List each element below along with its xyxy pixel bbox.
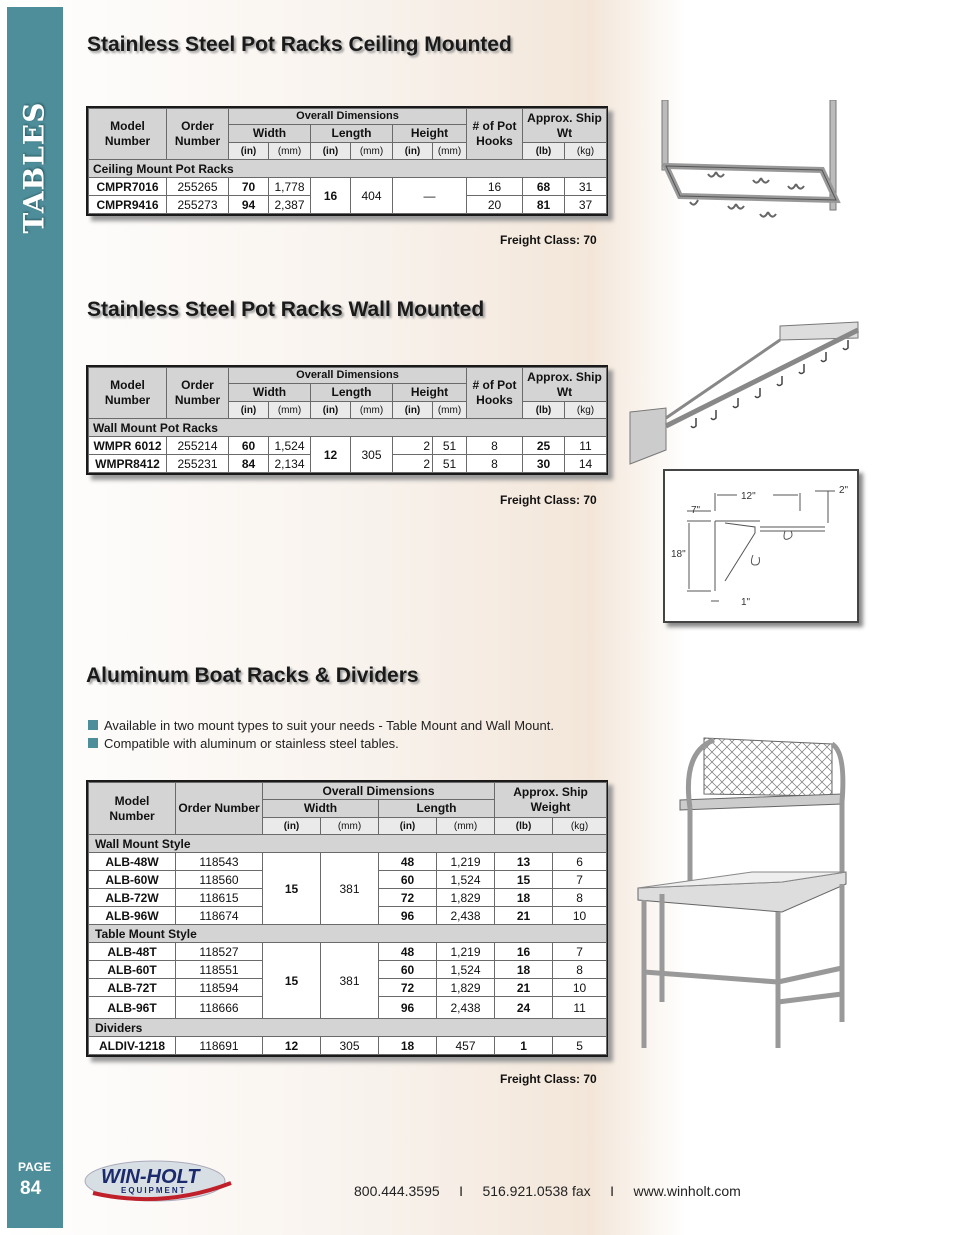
cell-model: ALB-60T bbox=[89, 961, 176, 979]
cell-kg: 10 bbox=[553, 907, 607, 925]
table-row bbox=[89, 943, 607, 961]
cell-lb: 13 bbox=[495, 853, 553, 871]
cell-width-mm: 1,524 bbox=[269, 437, 311, 455]
boat-rack-table bbox=[86, 780, 608, 1057]
cell-width-mm: 1,778 bbox=[269, 178, 311, 196]
cell-lb: 24 bbox=[495, 997, 553, 1019]
cell-length-mm: 1,524 bbox=[437, 961, 495, 979]
cell-length-mm: 2,438 bbox=[437, 907, 495, 925]
unit-mm: (mm) bbox=[351, 143, 393, 160]
section-title-boat-racks: Aluminum Boat Racks & Dividers bbox=[86, 664, 419, 687]
col-hooks: # of Pot Hooks bbox=[467, 109, 523, 160]
unit-mm: (mm) bbox=[269, 143, 311, 160]
logo-text: WIN-HOLT bbox=[101, 1166, 200, 1188]
cell-kg: 11 bbox=[565, 437, 607, 455]
cell-model: ALB-48W bbox=[89, 853, 176, 871]
win-holt-logo bbox=[83, 1153, 233, 1205]
bullet-icon bbox=[88, 738, 98, 748]
unit-in: (in) bbox=[229, 402, 269, 419]
unit-mm: (mm) bbox=[269, 402, 311, 419]
cell-width-in: 84 bbox=[229, 455, 269, 473]
cell-order: 118560 bbox=[176, 871, 263, 889]
page-label: PAGE bbox=[18, 1160, 52, 1174]
group-label: Wall Mount Style bbox=[89, 835, 607, 853]
ceiling-pot-rack-image bbox=[636, 100, 856, 230]
cell-model: WMPR 6012 bbox=[89, 437, 167, 455]
diagram-label-left-side: 18" bbox=[671, 549, 686, 560]
section-title-wall: Stainless Steel Pot Racks Wall Mounted bbox=[87, 298, 485, 321]
group-label: Ceiling Mount Pot Racks bbox=[89, 160, 607, 178]
cell-hooks: 20 bbox=[467, 196, 523, 214]
cell-hooks: 8 bbox=[467, 455, 523, 473]
table-row bbox=[89, 437, 607, 455]
cell-order: 118551 bbox=[176, 961, 263, 979]
col-weight: Approx. Ship Weight bbox=[495, 783, 607, 818]
cell-width-mm: 2,387 bbox=[269, 196, 311, 214]
cell-width-in: 60 bbox=[229, 437, 269, 455]
cell-order: 118666 bbox=[176, 997, 263, 1019]
freight-class: Freight Class: 70 bbox=[500, 493, 597, 507]
cell-length-mm: 404 bbox=[351, 178, 393, 214]
cell-kg: 31 bbox=[565, 178, 607, 196]
cell-length-in: 96 bbox=[379, 907, 437, 925]
cell-kg: 5 bbox=[553, 1037, 607, 1055]
cell-length-in: 72 bbox=[379, 889, 437, 907]
cell-kg: 6 bbox=[553, 853, 607, 871]
col-overall: Overall Dimensions bbox=[229, 368, 467, 384]
col-model: Model Number bbox=[89, 783, 176, 835]
cell-kg: 14 bbox=[565, 455, 607, 473]
cell-order: 255214 bbox=[167, 437, 229, 455]
unit-lb: (lb) bbox=[523, 402, 565, 419]
col-overall: Overall Dimensions bbox=[229, 109, 467, 125]
diagram-label-left-top: 7" bbox=[691, 505, 701, 516]
cell-kg: 10 bbox=[553, 979, 607, 997]
unit-kg: (kg) bbox=[553, 818, 607, 835]
unit-in: (in) bbox=[379, 818, 437, 835]
cell-length-in: 18 bbox=[379, 1037, 437, 1055]
page-number: 84 bbox=[20, 1178, 42, 1199]
cell-lb: 1 bbox=[495, 1037, 553, 1055]
cell-order: 255265 bbox=[167, 178, 229, 196]
cell-hooks: 16 bbox=[467, 178, 523, 196]
ceiling-table bbox=[86, 106, 608, 216]
col-length: Length bbox=[311, 125, 393, 143]
unit-kg: (kg) bbox=[565, 402, 607, 419]
cell-kg: 7 bbox=[553, 871, 607, 889]
section-title-ceiling: Stainless Steel Pot Racks Ceiling Mounted bbox=[87, 33, 512, 56]
col-width: Width bbox=[263, 800, 379, 818]
unit-mm: (mm) bbox=[321, 818, 379, 835]
unit-in: (in) bbox=[311, 402, 351, 419]
cell-model: ALB-48T bbox=[89, 943, 176, 961]
cell-width-mm: 381 bbox=[321, 853, 379, 925]
col-model: Model Number bbox=[89, 109, 167, 160]
cell-length-in: 60 bbox=[379, 961, 437, 979]
cell-length-mm: 457 bbox=[437, 1037, 495, 1055]
cell-width-mm: 381 bbox=[321, 943, 379, 1019]
cell-model: ALB-60W bbox=[89, 871, 176, 889]
col-width: Width bbox=[229, 384, 311, 402]
cell-height-mm: 51 bbox=[433, 455, 467, 473]
cell-kg: 7 bbox=[553, 943, 607, 961]
logo-subtext: EQUIPMENT bbox=[121, 1186, 187, 1195]
cell-width-in: 70 bbox=[229, 178, 269, 196]
cell-lb: 21 bbox=[495, 979, 553, 997]
cell-length-in: 48 bbox=[379, 943, 437, 961]
cell-length-mm: 1,219 bbox=[437, 853, 495, 871]
cell-width-in: 15 bbox=[263, 853, 321, 925]
group-label: Table Mount Style bbox=[89, 925, 607, 943]
cell-height-mm: 51 bbox=[433, 437, 467, 455]
cell-lb: 25 bbox=[523, 437, 565, 455]
footer-fax: 516.921.0538 fax bbox=[482, 1183, 591, 1199]
cell-model: ALDIV-1218 bbox=[89, 1037, 176, 1055]
list-item: Available in two mount types to suit your needs - Table Mount and Wall Mount. bbox=[88, 716, 554, 734]
unit-lb: (lb) bbox=[495, 818, 553, 835]
unit-in: (in) bbox=[311, 143, 351, 160]
table-row bbox=[89, 1037, 607, 1055]
cell-order: 118674 bbox=[176, 907, 263, 925]
cell-length-mm: 1,524 bbox=[437, 871, 495, 889]
cell-order: 118594 bbox=[176, 979, 263, 997]
cell-lb: 18 bbox=[495, 889, 553, 907]
cell-kg: 8 bbox=[553, 961, 607, 979]
bullet-icon bbox=[88, 720, 98, 730]
cell-length-in: 96 bbox=[379, 997, 437, 1019]
col-length: Length bbox=[311, 384, 393, 402]
cell-width-in: 94 bbox=[229, 196, 269, 214]
unit-mm: (mm) bbox=[433, 143, 467, 160]
footer-website[interactable]: www.winholt.com bbox=[633, 1183, 741, 1199]
col-overall: Overall Dimensions bbox=[263, 783, 495, 800]
cell-length-mm: 305 bbox=[351, 437, 393, 473]
cell-lb: 15 bbox=[495, 871, 553, 889]
col-height: Height bbox=[393, 125, 467, 143]
footer-separator: I bbox=[459, 1183, 463, 1199]
wall-rack-dimension-diagram bbox=[663, 469, 859, 623]
freight-class: Freight Class: 70 bbox=[500, 1072, 597, 1086]
col-hooks: # of Pot Hooks bbox=[467, 368, 523, 419]
cell-lb: 21 bbox=[495, 907, 553, 925]
cell-length-mm: 1,829 bbox=[437, 889, 495, 907]
unit-in: (in) bbox=[229, 143, 269, 160]
cell-order: 118543 bbox=[176, 853, 263, 871]
cell-kg: 37 bbox=[565, 196, 607, 214]
cell-model: CMPR9416 bbox=[89, 196, 167, 214]
col-weight: Approx. Ship Wt bbox=[523, 109, 607, 143]
unit-mm: (mm) bbox=[437, 818, 495, 835]
unit-in: (in) bbox=[393, 402, 433, 419]
cell-height-in: 2 bbox=[393, 437, 433, 455]
unit-lb: (lb) bbox=[523, 143, 565, 160]
col-weight: Approx. Ship Wt bbox=[523, 368, 607, 402]
cell-model: ALB-96T bbox=[89, 997, 176, 1019]
cell-lb: 68 bbox=[523, 178, 565, 196]
cell-order: 118527 bbox=[176, 943, 263, 961]
unit-mm: (mm) bbox=[433, 402, 467, 419]
cell-model: ALB-96W bbox=[89, 907, 176, 925]
cell-length-in: 48 bbox=[379, 853, 437, 871]
feature-list bbox=[88, 716, 554, 752]
cell-order: 255231 bbox=[167, 455, 229, 473]
col-height: Height bbox=[393, 384, 467, 402]
cell-order: 118691 bbox=[176, 1037, 263, 1055]
col-order: Order Number bbox=[167, 368, 229, 419]
cell-order: 118615 bbox=[176, 889, 263, 907]
cell-lb: 30 bbox=[523, 455, 565, 473]
cell-length-mm: 1,219 bbox=[437, 943, 495, 961]
footer-contact bbox=[354, 1183, 741, 1199]
cell-model: WMPR8412 bbox=[89, 455, 167, 473]
cell-kg: 8 bbox=[553, 889, 607, 907]
cell-model: ALB-72T bbox=[89, 979, 176, 997]
cell-lb: 16 bbox=[495, 943, 553, 961]
freight-class: Freight Class: 70 bbox=[500, 233, 597, 247]
sidebar-title: TABLES bbox=[17, 101, 51, 233]
cell-length-in: 12 bbox=[311, 437, 351, 473]
cell-length-in: 60 bbox=[379, 871, 437, 889]
group-label: Dividers bbox=[89, 1019, 607, 1037]
cell-height: — bbox=[393, 178, 467, 214]
unit-kg: (kg) bbox=[565, 143, 607, 160]
col-width: Width bbox=[229, 125, 311, 143]
cell-width-in: 12 bbox=[263, 1037, 321, 1055]
list-item: Compatible with aluminum or stainless steel tables. bbox=[88, 734, 554, 752]
cell-lb: 81 bbox=[523, 196, 565, 214]
col-model: Model Number bbox=[89, 368, 167, 419]
cell-lb: 18 bbox=[495, 961, 553, 979]
cell-kg: 11 bbox=[553, 997, 607, 1019]
diagram-label-bottom: 1" bbox=[741, 597, 751, 608]
cell-height-in: 2 bbox=[393, 455, 433, 473]
diagram-label-top: 12" bbox=[741, 491, 756, 502]
col-order: Order Number bbox=[176, 783, 263, 835]
unit-in: (in) bbox=[393, 143, 433, 160]
wall-pot-rack-image bbox=[626, 318, 862, 468]
col-order: Order Number bbox=[167, 109, 229, 160]
cell-width-mm: 305 bbox=[321, 1037, 379, 1055]
cell-hooks: 8 bbox=[467, 437, 523, 455]
diagram-label-right: 2" bbox=[839, 485, 849, 496]
footer-phone: 800.444.3595 bbox=[354, 1183, 440, 1199]
footer-separator: I bbox=[610, 1183, 614, 1199]
unit-in: (in) bbox=[263, 818, 321, 835]
cell-length-in: 16 bbox=[311, 178, 351, 214]
cell-model: CMPR7016 bbox=[89, 178, 167, 196]
boat-rack-table-image bbox=[632, 732, 850, 1058]
cell-length-mm: 2,438 bbox=[437, 997, 495, 1019]
cell-model: ALB-72W bbox=[89, 889, 176, 907]
unit-mm: (mm) bbox=[351, 402, 393, 419]
cell-order: 255273 bbox=[167, 196, 229, 214]
cell-width-in: 15 bbox=[263, 943, 321, 1019]
cell-length-in: 72 bbox=[379, 979, 437, 997]
table-row bbox=[89, 853, 607, 871]
group-label: Wall Mount Pot Racks bbox=[89, 419, 607, 437]
table-row bbox=[89, 178, 607, 196]
wall-table bbox=[86, 365, 608, 475]
col-length: Length bbox=[379, 800, 495, 818]
cell-width-mm: 2,134 bbox=[269, 455, 311, 473]
cell-length-mm: 1,829 bbox=[437, 979, 495, 997]
